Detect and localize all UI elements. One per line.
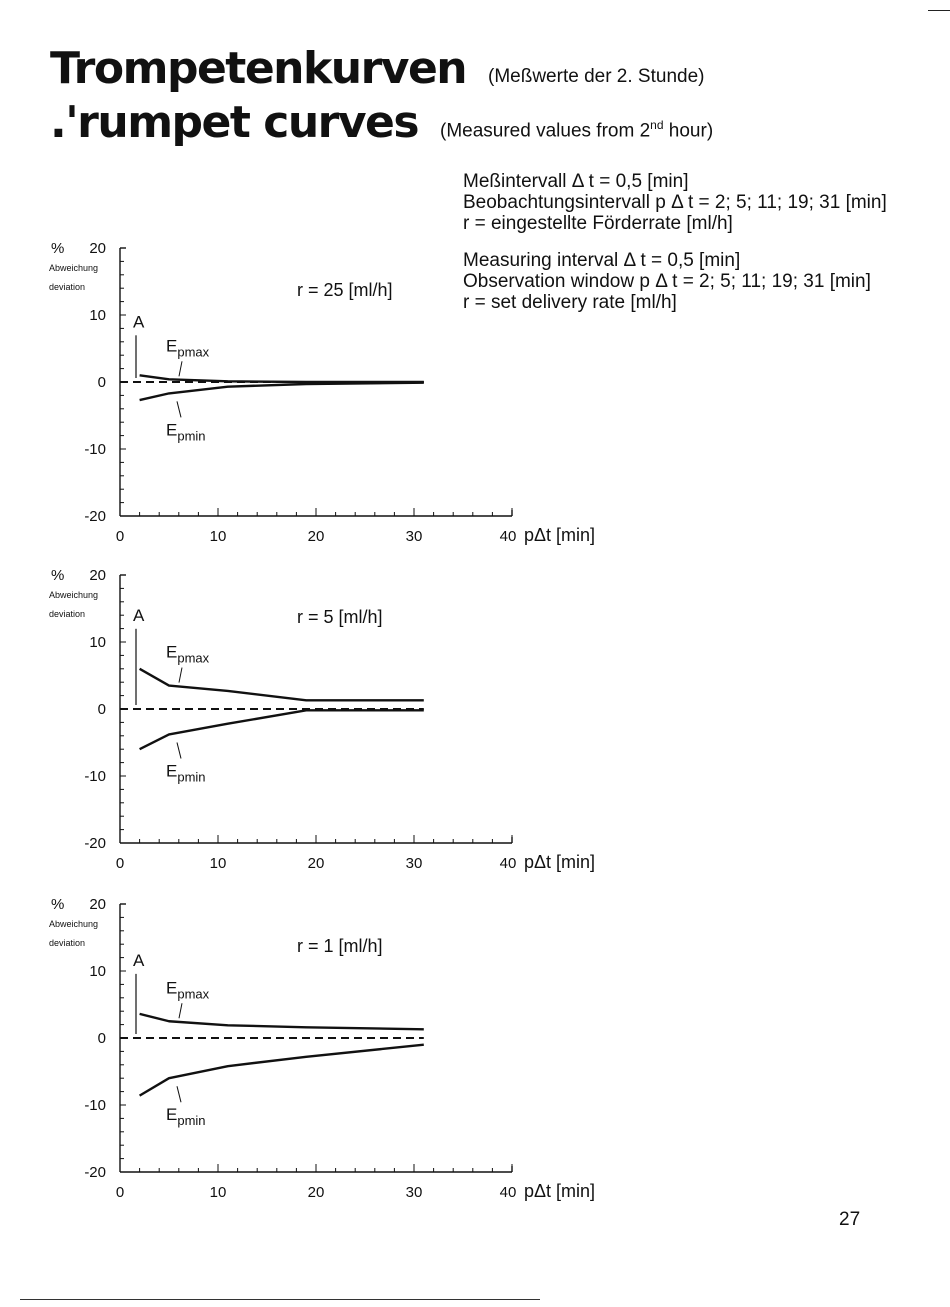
- label-a: A: [133, 950, 145, 970]
- y-label-english: deviation: [49, 282, 86, 292]
- x-tick-label: 20: [307, 855, 325, 872]
- subtitle-english: (Measured values from 2nd hour): [440, 118, 714, 142]
- y-tick-label: 0: [97, 701, 106, 718]
- x-tick-label: 40: [499, 528, 517, 545]
- title-german: Trompetenkurven: [50, 43, 467, 94]
- x-axis-label: pΔt [min]: [524, 525, 596, 545]
- x-tick-label: 40: [499, 1184, 517, 1201]
- x-axis-label: pΔt [min]: [524, 852, 596, 872]
- label-a: A: [133, 312, 145, 332]
- info-line: Beobachtungsintervall p Δ t = 2; 5; 11; 19; 31 [min]: [463, 192, 887, 213]
- label-epmin: $E_{pmin}$: [166, 761, 206, 785]
- y-label-german: Abweichung: [49, 263, 99, 273]
- y-unit-label: %: [51, 567, 65, 584]
- label-epmin-sub: pmin: [177, 769, 206, 785]
- x-tick-label: 30: [405, 528, 423, 545]
- y-tick-label: -10: [84, 1097, 106, 1114]
- x-axis-label: pΔt [min]: [524, 1181, 596, 1201]
- epmin-curve: [140, 383, 424, 400]
- x-tick-label: 20: [307, 1184, 325, 1201]
- corner-rule: [928, 10, 950, 11]
- label-epmax: $E_{pmax}$: [166, 978, 210, 1002]
- y-label-english: deviation: [49, 609, 86, 619]
- y-label-german: Abweichung: [49, 919, 99, 929]
- epmin-curve: [140, 1045, 424, 1096]
- y-label-english: deviation: [49, 938, 86, 948]
- label-epmin-sub: pmin: [177, 1113, 206, 1129]
- label-epmin-pointer: [177, 742, 181, 758]
- x-tick-label: 10: [209, 1184, 227, 1201]
- info-line: Measuring interval Δ t = 0,5 [min]: [463, 250, 741, 271]
- label-epmax: $E_{pmax}$: [166, 336, 210, 360]
- y-tick-label: 10: [89, 634, 106, 651]
- chart-svg: [40, 892, 640, 1202]
- y-unit-label: %: [51, 240, 65, 257]
- x-tick-label: 0: [115, 1184, 125, 1201]
- label-epmax-sub: pmax: [177, 986, 210, 1002]
- x-tick-label: 40: [499, 855, 517, 872]
- y-label-german: Abweichung: [49, 590, 99, 600]
- x-tick-label: 10: [209, 855, 227, 872]
- x-tick-label: 30: [405, 1184, 423, 1201]
- chart-svg: [40, 236, 640, 546]
- label-epmax-sub: pmax: [177, 344, 210, 360]
- y-tick-label: 20: [89, 240, 106, 257]
- chart-r1: [40, 892, 640, 1202]
- y-tick-label: -20: [84, 1164, 106, 1181]
- epmax-curve: [140, 375, 424, 382]
- label-epmax: $E_{pmax}$: [166, 642, 210, 666]
- label-epmin: $E_{pmin}$: [166, 420, 206, 444]
- epmax-curve: [140, 669, 424, 700]
- bottom-rule: [20, 1299, 540, 1300]
- title-english: .'rumpet curves: [50, 97, 419, 148]
- x-tick-label: 20: [307, 528, 325, 545]
- label-epmax-pointer: [179, 1003, 182, 1018]
- y-tick-label: 0: [97, 374, 106, 391]
- epmax-curve: [140, 1014, 424, 1029]
- x-tick-label: 0: [115, 528, 125, 545]
- y-tick-label: 10: [89, 307, 106, 324]
- y-tick-label: -20: [84, 835, 106, 852]
- chart-svg: [40, 563, 640, 873]
- y-tick-label: -20: [84, 508, 106, 525]
- label-epmax-pointer: [179, 668, 182, 683]
- rate-annotation: r = 25 [ml/h]: [297, 280, 393, 300]
- y-tick-label: -10: [84, 768, 106, 785]
- y-tick-label: 20: [89, 896, 106, 913]
- label-epmax-pointer: [179, 361, 182, 376]
- chart-r5: [40, 563, 640, 873]
- info-line: Meßintervall Δ t = 0,5 [min]: [463, 171, 689, 192]
- epmin-curve: [140, 710, 424, 749]
- y-tick-label: 10: [89, 963, 106, 980]
- chart-r25: [40, 236, 640, 546]
- label-epmax-sub: pmax: [177, 650, 210, 666]
- y-tick-label: -10: [84, 441, 106, 458]
- label-epmin-pointer: [177, 401, 181, 417]
- info-german: [463, 171, 903, 234]
- label-epmin: $E_{pmin}$: [166, 1105, 206, 1129]
- label-epmin-sub: pmin: [177, 428, 206, 444]
- x-tick-label: 10: [209, 528, 227, 545]
- info-line: r = eingestellte Förderrate [ml/h]: [463, 213, 733, 234]
- info-line: r = set delivery rate [ml/h]: [463, 292, 677, 313]
- info-line: Observation window p Δ t = 2; 5; 11; 19; 31 [min]: [463, 271, 871, 292]
- subtitle-german: (Meßwerte der 2. Stunde): [488, 66, 705, 87]
- y-tick-label: 20: [89, 567, 106, 584]
- page-number: 27: [839, 1209, 861, 1230]
- label-epmin-pointer: [177, 1086, 181, 1102]
- rate-annotation: r = 1 [ml/h]: [297, 936, 383, 956]
- label-a: A: [133, 605, 145, 625]
- x-tick-label: 0: [115, 855, 125, 872]
- rate-annotation: r = 5 [ml/h]: [297, 607, 383, 627]
- x-tick-label: 30: [405, 855, 423, 872]
- y-unit-label: %: [51, 896, 65, 913]
- y-tick-label: 0: [97, 1030, 106, 1047]
